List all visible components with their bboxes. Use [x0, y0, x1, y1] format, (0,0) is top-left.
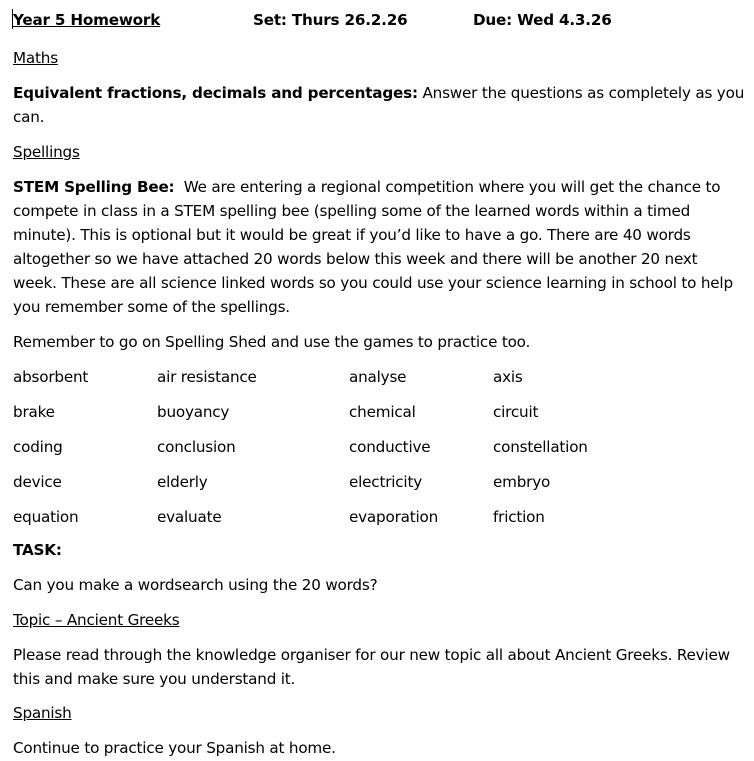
- maths-text: Answer the questions as completely as you can.: [13, 84, 745, 126]
- document-header: [13, 11, 745, 35]
- spelling-word: evaluate: [157, 508, 222, 526]
- spelling-word: evaporation: [349, 508, 439, 526]
- spelling-word: analyse: [349, 368, 407, 386]
- set-date: Set: Thurs 26.2.26: [253, 11, 408, 29]
- maths-heading: Maths: [13, 49, 58, 67]
- spanish-text: Continue to practice your Spanish at home.: [13, 739, 336, 757]
- topic-paragraph: Please read through the knowledge organiser for our new topic all about Ancient Greeks. Review this and make sure you understand it.: [13, 646, 730, 688]
- spellings-heading: Spellings: [13, 143, 80, 161]
- spelling-bee-bold-lead: STEM Spelling Bee:: [13, 178, 175, 196]
- spelling-bee-paragraph: [13, 175, 745, 319]
- spelling-word: brake: [13, 403, 55, 421]
- homework-document: [13, 11, 745, 760]
- task-text: Can you make a wordsearch using the 20 words?: [13, 576, 378, 594]
- maths-paragraph: [13, 81, 745, 129]
- spelling-word: embryo: [493, 473, 551, 491]
- homework-title: Year 5 Homework: [13, 11, 161, 29]
- spelling-word: circuit: [493, 403, 539, 421]
- spelling-word: equation: [13, 508, 79, 526]
- due-date: Due: Wed 4.3.26: [473, 11, 612, 29]
- maths-bold-lead: Equivalent fractions, decimals and percentages:: [13, 84, 418, 102]
- spelling-word: conductive: [349, 438, 431, 456]
- task-label: [13, 538, 745, 562]
- spelling-word: electricity: [349, 473, 422, 491]
- spelling-shed-reminder: Remember to go on Spelling Shed and use the games to practice too.: [13, 333, 531, 351]
- spelling-word: air resistance: [157, 368, 257, 386]
- spelling-word: absorbent: [13, 368, 89, 386]
- spelling-word: buoyancy: [157, 403, 230, 421]
- topic-heading: Topic – Ancient Greeks: [13, 611, 180, 629]
- spanish-heading: Spanish: [13, 704, 72, 722]
- spelling-word: axis: [493, 368, 523, 386]
- spelling-word-table: [13, 365, 745, 529]
- spelling-bee-text: We are entering a regional competition where you will get the chance to compete in class in a STEM spelling bee (spelling some of the learned words within a timed minute). This is optional but it would be great if you’d like to have a go. There are 40 words altogether so we have attached 20 words below this week and there will be another 20 next week. These are all science linked words so you could use your science learning in school to help you remember some of the spellings.: [13, 178, 733, 316]
- spelling-word: device: [13, 473, 62, 491]
- spelling-word: friction: [493, 508, 545, 526]
- spelling-word: constellation: [493, 438, 588, 456]
- spelling-word: elderly: [157, 473, 208, 491]
- spelling-word: coding: [13, 438, 63, 456]
- spelling-word: conclusion: [157, 438, 236, 456]
- task-label-text: TASK:: [13, 541, 62, 559]
- spelling-word: chemical: [349, 403, 416, 421]
